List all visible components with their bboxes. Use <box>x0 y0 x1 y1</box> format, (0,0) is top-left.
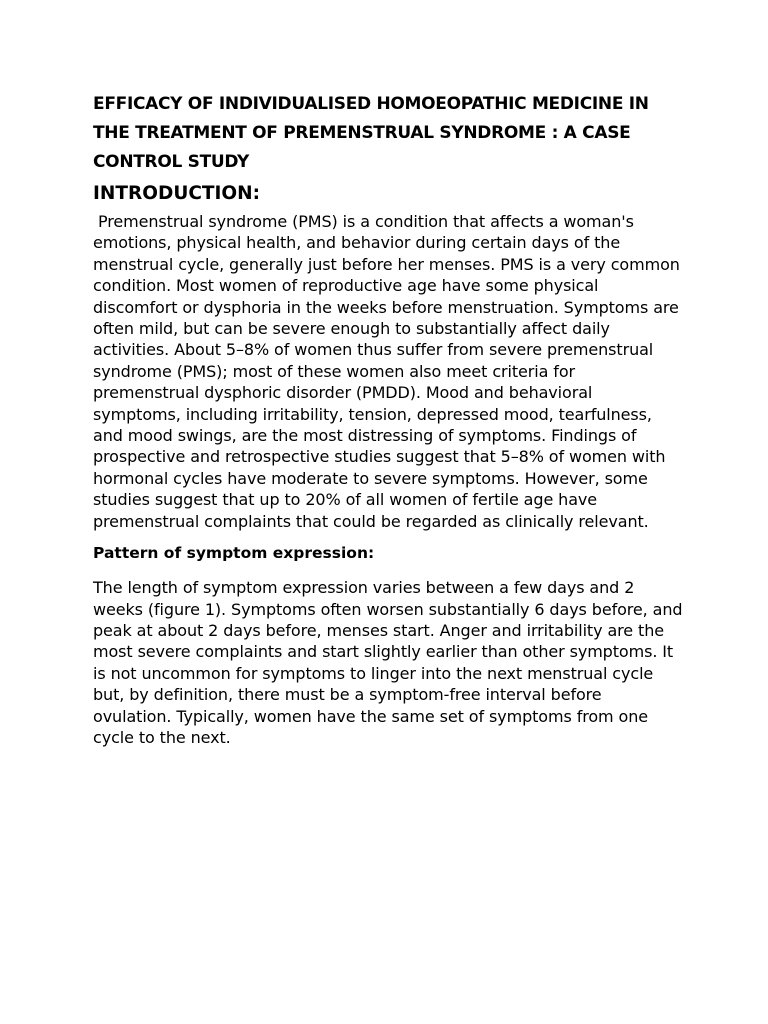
introduction-heading: INTRODUCTION: <box>93 183 261 204</box>
pattern-paragraph: The length of symptom expression varies between a few days and 2 weeks (figure 1). Symptoms often worsen substantially 6 days before, and peak at about 2 days before, menses start. Anger and irritability are the most severe complaints and start slightly earlier than other symptoms. It is not uncommon for symptoms to linger into the next menstrual cycle but, by definition, there must be a symptom-free interval before ovulation. Typically, women have the same set of symptoms from one cycle to the next. <box>93 578 683 747</box>
document-body <box>93 90 683 748</box>
pattern-heading: Pattern of symptom expression: <box>93 544 375 563</box>
introduction-paragraph: Premenstrual syndrome (PMS) is a condition that affects a woman's emotions, physical health, and behavior during certain days of the menstrual cycle, generally just before her menses. PMS is a very common condition. Most women of reproductive age have some physical discomfort or dysphoria in the weeks before menstruation. Symptoms are often mild, but can be severe enough to substantially affect daily activities. About 5–8% of women thus suffer from severe premenstrual syndrome (PMS); most of these women also meet criteria for premenstrual dysphoric disorder (PMDD). Mood and behavioral symptoms, including irritability, tension, depressed mood, tearfulness, and mood swings, are the most distressing of symptoms. Findings of prospective and retrospective studies suggest that 5–8% of women with hormonal cycles have moderate to severe symptoms. However, some studies suggest that up to 20% of all women of fertile age have premenstrual complaints that could be regarded as clinically relevant. <box>93 212 680 531</box>
document-title: EFFICACY OF INDIVIDUALISED HOMOEOPATHIC MEDICINE IN THE TREATMENT OF PREMENSTRUAL SYNDROME : A CASE CONTROL STUDY <box>93 94 649 172</box>
